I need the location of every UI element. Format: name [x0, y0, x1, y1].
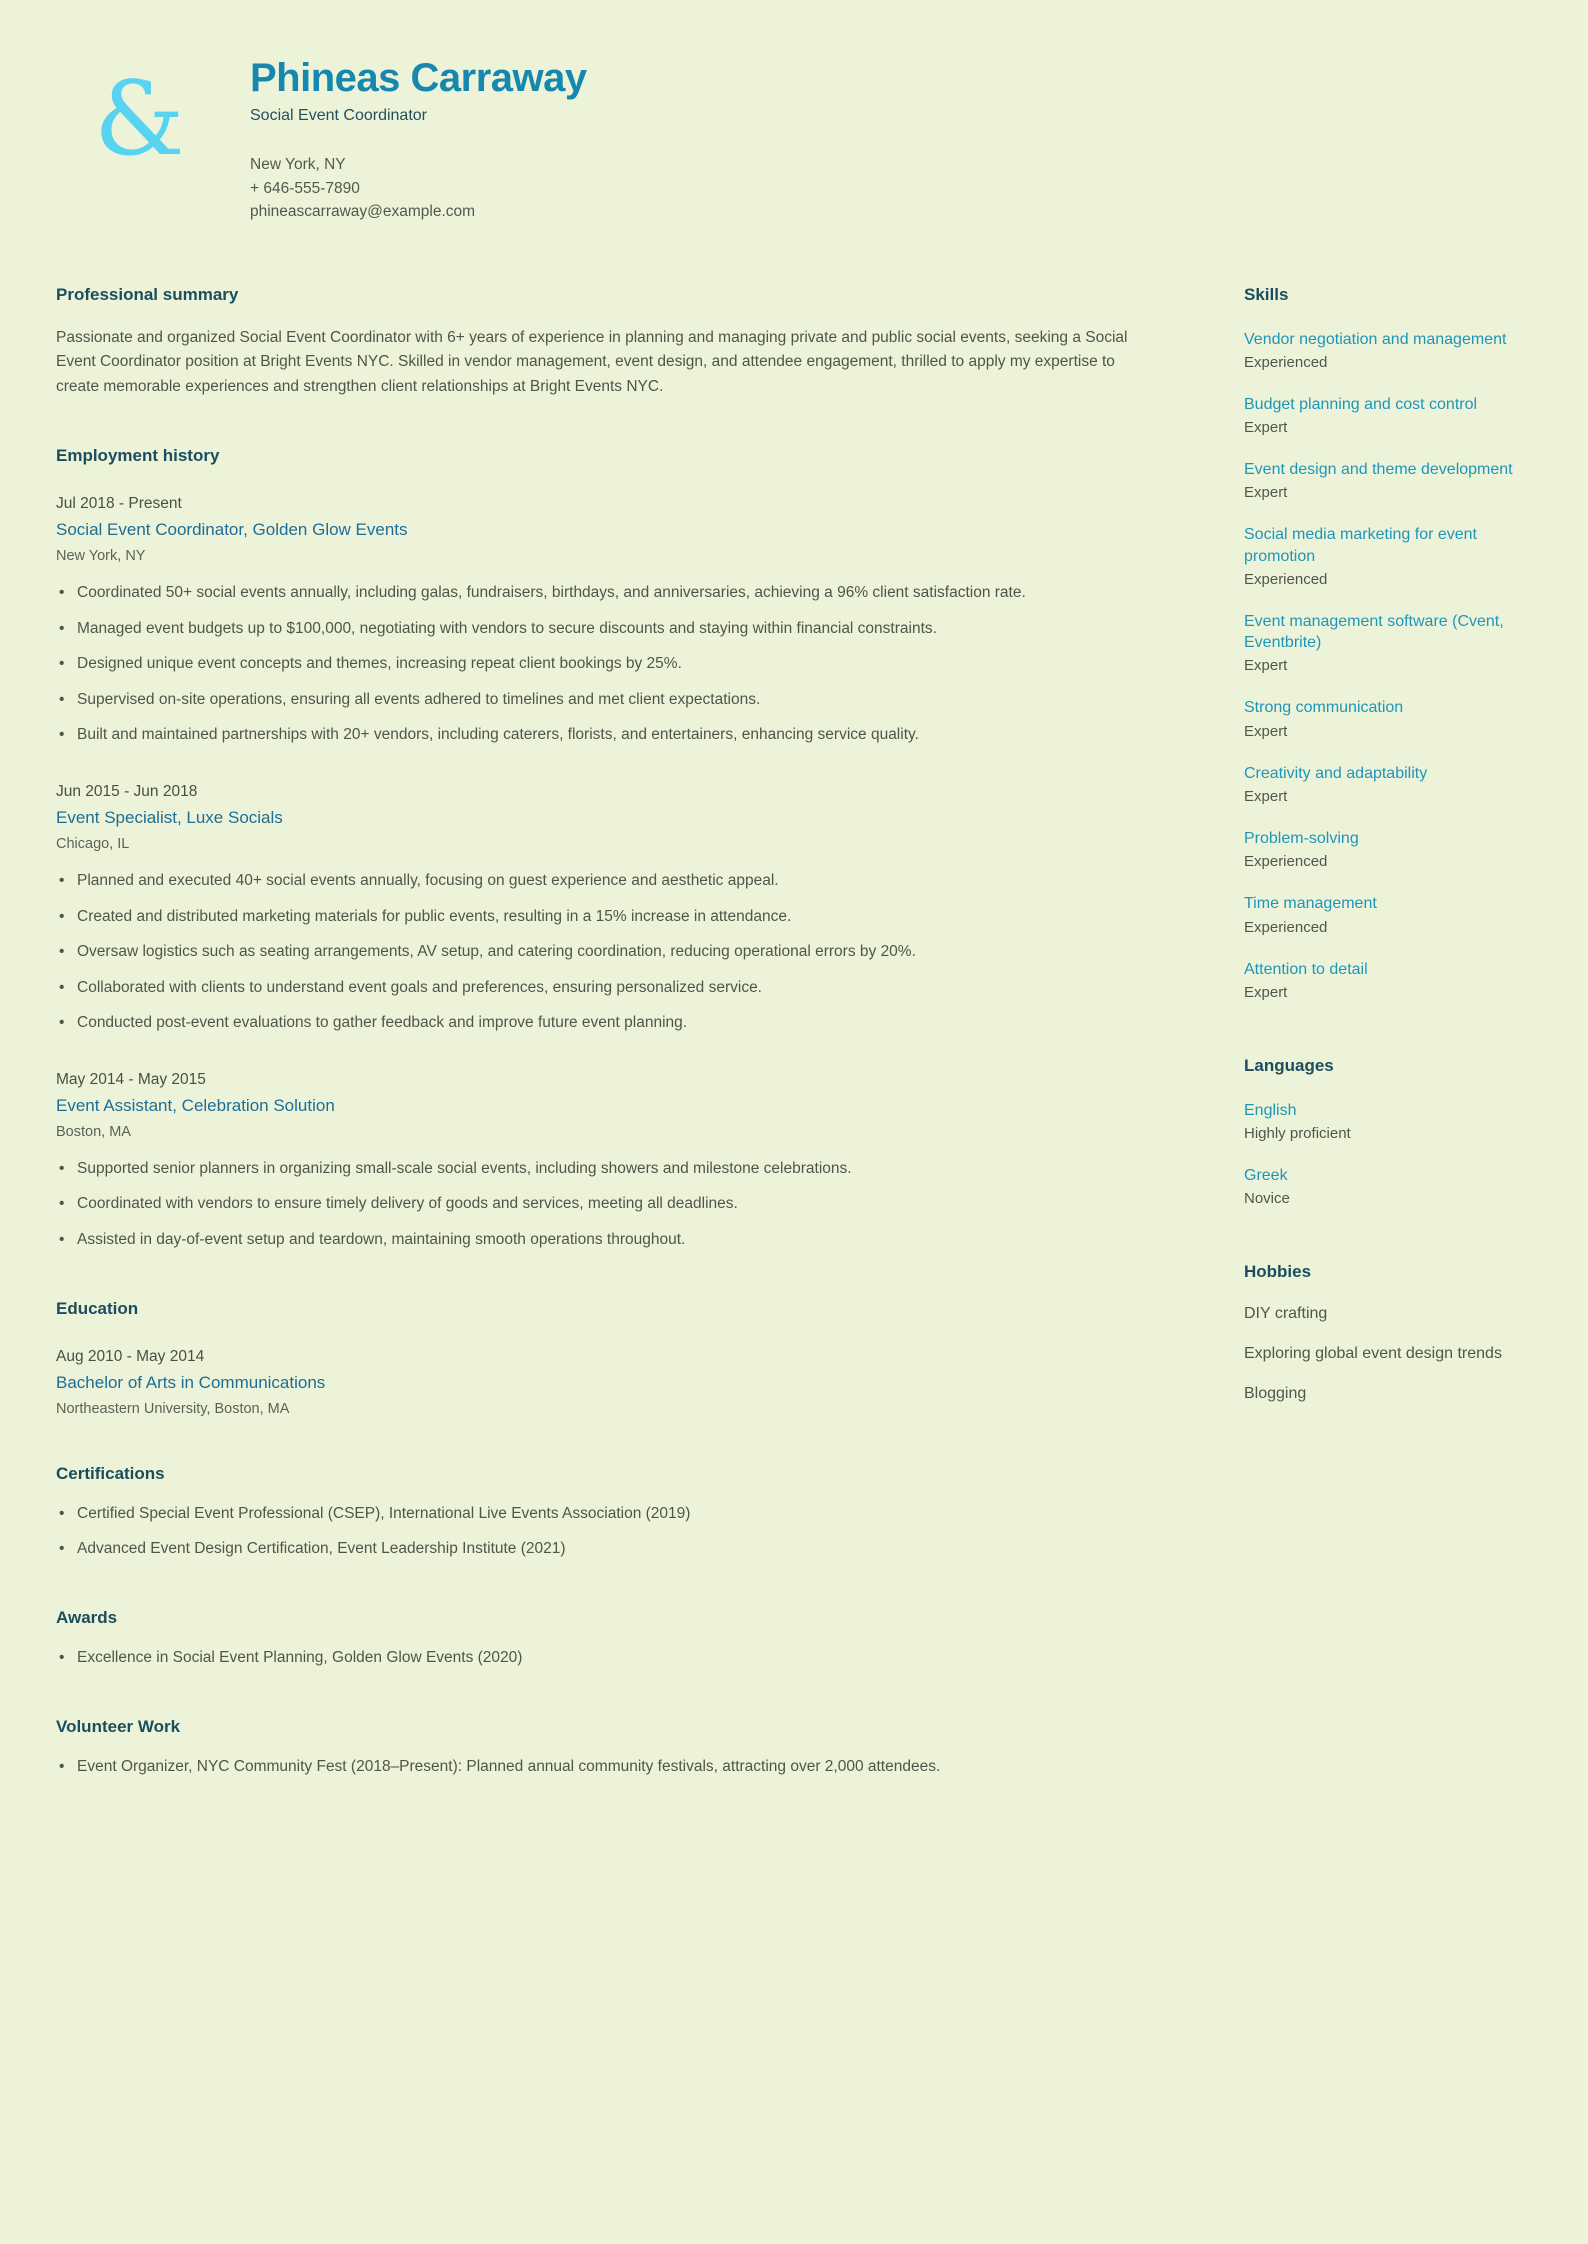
bullet-item: • Built and maintained partnerships with 20+ vendors, including caterers, florists, and entertainers, enhancing service quality.	[56, 723, 1132, 747]
certification-item: • Advanced Event Design Certification, Event Leadership Institute (2021)	[56, 1537, 1132, 1561]
employment-heading: Employment history	[56, 446, 220, 466]
skill-item	[1244, 394, 1540, 436]
skill-item	[1244, 828, 1540, 870]
education-entry	[56, 1348, 1132, 1417]
skill-level: Expert	[1244, 657, 1288, 675]
skill-item	[1244, 959, 1540, 1001]
section-languages	[1244, 1055, 1540, 1208]
section-employment-history	[56, 445, 1132, 1251]
job-date: May 2014 - May 2015	[56, 1070, 206, 1088]
content-columns	[0, 224, 1588, 1869]
job-location: Boston, MA	[56, 1123, 131, 1140]
bullet-item: • Conducted post-event evaluations to gather feedback and improve future event planning.	[56, 1011, 1132, 1035]
job-date: Jun 2015 - Jun 2018	[56, 782, 198, 800]
education-date: Aug 2010 - May 2014	[56, 1347, 205, 1365]
section-volunteer-work	[56, 1716, 1132, 1779]
bullet-item: • Planned and executed 40+ social events annually, focusing on guest experience and aesthetic appeal.	[56, 869, 1132, 893]
volunteer-item: • Event Organizer, NYC Community Fest (2018–Present): Planned annual community festivals, attracting over 2,000 attendees.	[56, 1755, 1132, 1779]
job-title: Event Assistant, Celebration Solution	[56, 1095, 335, 1115]
skill-level: Expert	[1244, 484, 1288, 502]
person-job-title: Social Event Coordinator	[250, 107, 427, 124]
hobbies-heading: Hobbies	[1244, 1262, 1312, 1282]
hobby-item: DIY crafting	[1244, 1304, 1328, 1322]
job-location: New York, NY	[56, 548, 146, 565]
job-title: Social Event Coordinator, Golden Glow Events	[56, 520, 408, 540]
skill-name: Social media marketing for event promotion	[1244, 526, 1477, 565]
award-item: • Excellence in Social Event Planning, Golden Glow Events (2020)	[56, 1646, 1132, 1670]
ampersand-logo-icon: &	[94, 60, 185, 179]
contact-location: New York, NY	[250, 156, 346, 173]
skill-item	[1244, 763, 1540, 805]
skill-level: Experienced	[1244, 918, 1328, 936]
language-name: Greek	[1244, 1167, 1288, 1185]
skill-item	[1244, 697, 1540, 739]
section-awards	[56, 1607, 1132, 1670]
skill-item	[1244, 893, 1540, 935]
skill-level: Expert	[1244, 722, 1288, 740]
bullet-item: • Supervised on-site operations, ensuring all events adhered to timelines and met client expectations.	[56, 688, 1132, 712]
language-name: English	[1244, 1101, 1297, 1119]
languages-heading: Languages	[1244, 1055, 1334, 1075]
hobbies-list	[1244, 1303, 1540, 1405]
skill-level: Expert	[1244, 787, 1288, 805]
job-bullet-list	[56, 1157, 1132, 1252]
job-title: Event Specialist, Luxe Socials	[56, 807, 283, 827]
person-name: Phineas Carraway	[250, 56, 587, 100]
skill-level: Experienced	[1244, 853, 1328, 871]
section-certifications	[56, 1463, 1132, 1561]
skills-list	[1244, 329, 1540, 1001]
logo-box	[56, 55, 250, 224]
job-entry	[56, 495, 1132, 747]
skill-name: Strong communication	[1244, 699, 1404, 717]
summary-heading: Professional summary	[56, 284, 239, 304]
education-degree: Bachelor of Arts in Communications	[56, 1372, 326, 1392]
skill-item	[1244, 459, 1540, 501]
bullet-item: • Collaborated with clients to understand event goals and preferences, ensuring personalized service.	[56, 976, 1132, 1000]
skill-name: Budget planning and cost control	[1244, 395, 1478, 413]
skill-level: Experienced	[1244, 353, 1328, 371]
skill-name: Event design and theme development	[1244, 461, 1513, 479]
section-skills	[1244, 284, 1540, 1001]
contact-phone: + 646-555-7890	[250, 179, 360, 197]
section-professional-summary	[56, 284, 1132, 400]
skill-name: Problem-solving	[1244, 829, 1359, 847]
bullet-item: • Oversaw logistics such as seating arrangements, AV setup, and catering coordination, reducing operational errors by 20%.	[56, 940, 1132, 964]
job-bullet-list	[56, 869, 1132, 1035]
skill-name: Creativity and adaptability	[1244, 764, 1428, 782]
awards-heading: Awards	[56, 1607, 118, 1627]
education-school: Northeastern University, Boston, MA	[56, 1400, 290, 1417]
summary-text: Passionate and organized Social Event Coordinator with 6+ years of experience in planning and managing private and public social events, seeking a Social Event Coordinator position at Bright Events NYC. Skilled in vendor management, event design, and attendee engagement, thrilled to apply my expertise to create memorable experiences and strengthen client relationships at Bright Events NYC.	[56, 328, 1128, 395]
job-location: Chicago, IL	[56, 836, 130, 853]
certification-item: • Certified Special Event Professional (CSEP), International Live Events Association (2019)	[56, 1502, 1132, 1526]
header-info	[250, 55, 1540, 224]
hobby-item: Blogging	[1244, 1385, 1307, 1403]
bullet-item: • Assisted in day-of-event setup and teardown, maintaining smooth operations throughout.	[56, 1228, 1132, 1252]
bullet-item: • Managed event budgets up to $100,000, negotiating with vendors to secure discounts and staying within financial constraints.	[56, 617, 1132, 641]
main-column	[56, 284, 1132, 1779]
job-date: Jul 2018 - Present	[56, 495, 182, 513]
hobby-item: Exploring global event design trends	[1244, 1344, 1502, 1362]
bullet-item: • Coordinated with vendors to ensure timely delivery of goods and services, meeting all deadlines.	[56, 1192, 1132, 1216]
sidebar-column	[1244, 284, 1540, 1779]
job-entry	[56, 1071, 1132, 1252]
job-bullet-list	[56, 581, 1132, 747]
bullet-item: • Created and distributed marketing materials for public events, resulting in a 15% increase in attendance.	[56, 905, 1132, 929]
bullet-item: • Supported senior planners in organizing small-scale social events, including showers and milestone celebrations.	[56, 1157, 1132, 1181]
language-item	[1244, 1165, 1540, 1207]
awards-list	[56, 1646, 1132, 1670]
skill-item	[1244, 329, 1540, 371]
job-entry	[56, 783, 1132, 1035]
skill-name: Time management	[1244, 895, 1377, 913]
certifications-heading: Certifications	[56, 1463, 165, 1483]
bullet-item: • Designed unique event concepts and themes, increasing repeat client bookings by 25%.	[56, 652, 1132, 676]
section-education	[56, 1298, 1132, 1417]
education-heading: Education	[56, 1298, 139, 1318]
contact-email: phineascarraway@example.com	[250, 203, 476, 220]
volunteer-heading: Volunteer Work	[56, 1716, 181, 1736]
skill-level: Expert	[1244, 983, 1288, 1001]
contact-block	[250, 153, 1540, 224]
skills-heading: Skills	[1244, 284, 1289, 304]
section-hobbies	[1244, 1261, 1540, 1404]
resume-header	[0, 0, 1588, 224]
bullet-item: • Coordinated 50+ social events annually, including galas, fundraisers, birthdays, and anniversaries, achieving a 96% client satisfaction rate.	[56, 581, 1132, 605]
languages-list	[1244, 1100, 1540, 1208]
certifications-list	[56, 1502, 1132, 1561]
skill-level: Expert	[1244, 419, 1288, 437]
language-level: Novice	[1244, 1190, 1290, 1208]
skill-level: Experienced	[1244, 570, 1328, 588]
skill-name: Event management software (Cvent, Eventbrite)	[1244, 612, 1504, 652]
volunteer-list	[56, 1755, 1132, 1779]
skill-item	[1244, 524, 1540, 588]
skill-item	[1244, 611, 1540, 675]
language-level: Highly proficient	[1244, 1125, 1351, 1143]
skill-name: Attention to detail	[1244, 960, 1368, 978]
skill-name: Vendor negotiation and management	[1244, 330, 1507, 348]
language-item	[1244, 1100, 1540, 1142]
